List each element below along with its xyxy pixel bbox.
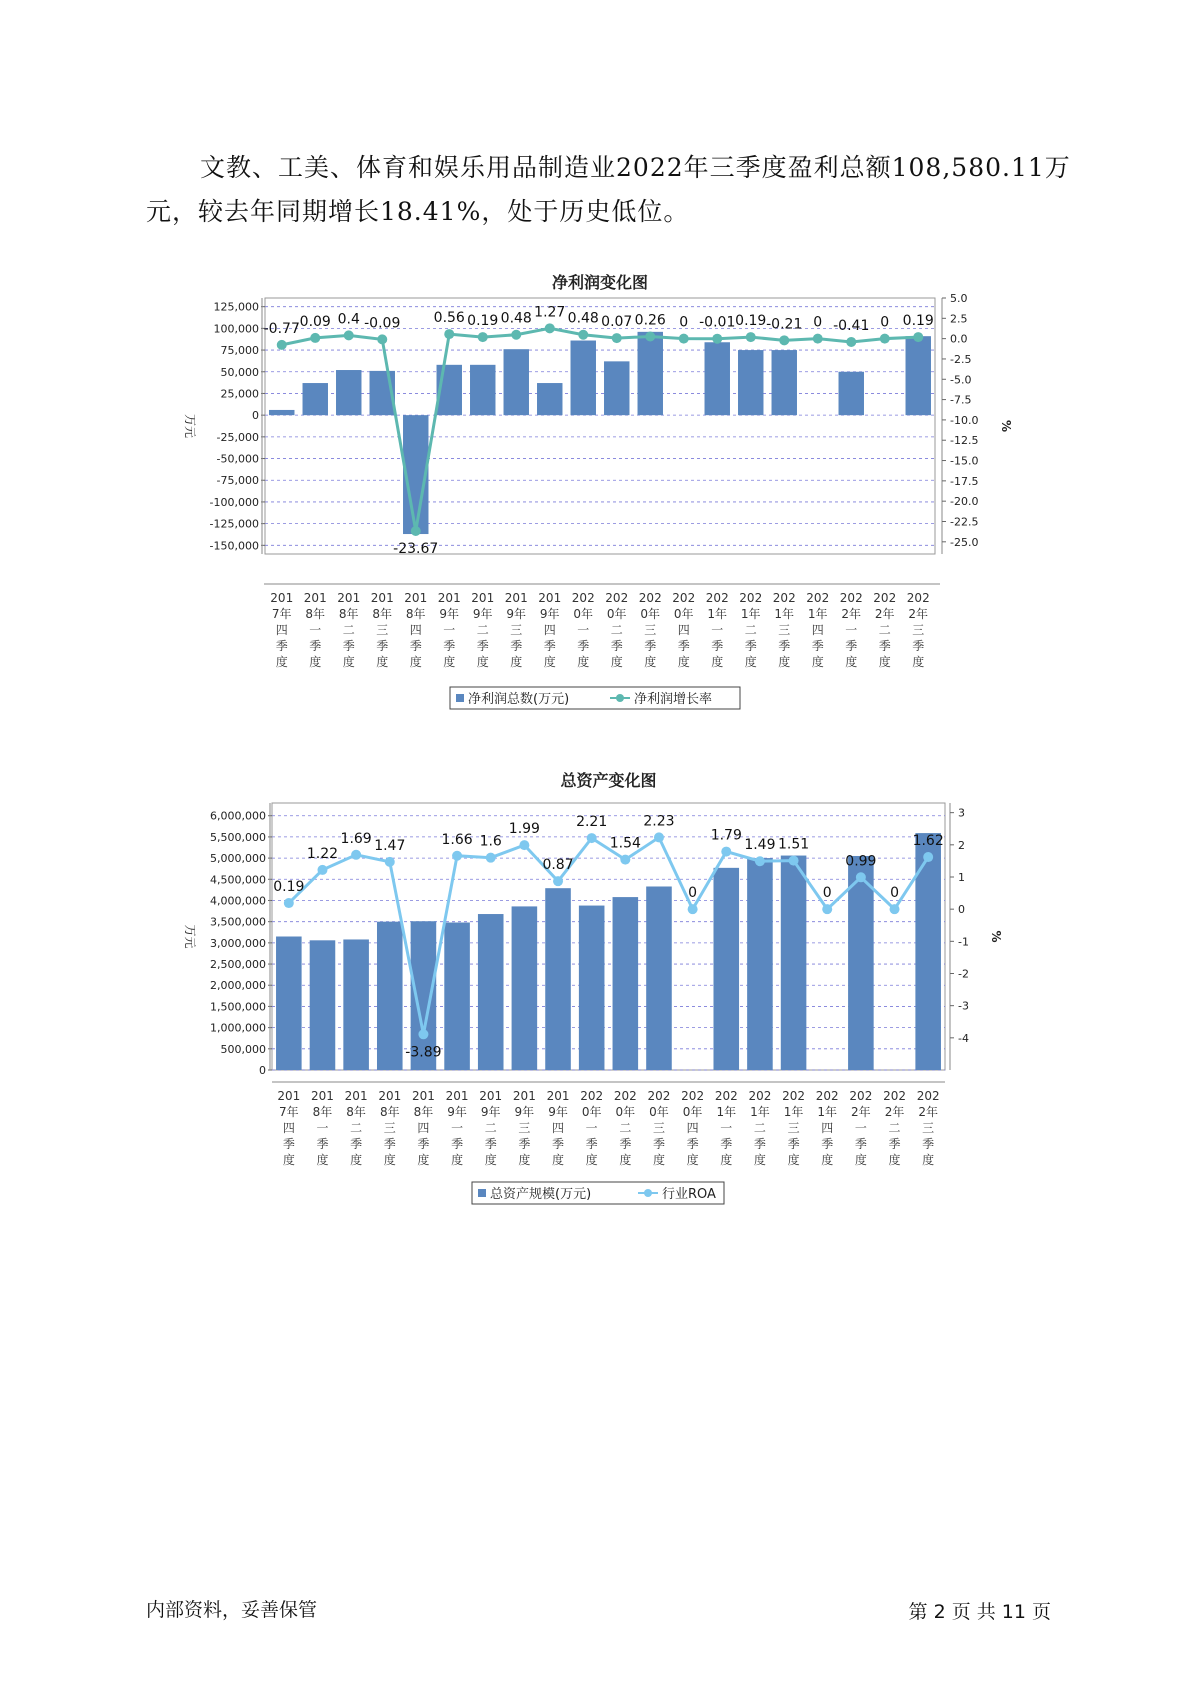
x-tick-label: 202 1年二季度 <box>739 591 763 669</box>
y-axis-label: 万元 <box>183 413 197 439</box>
line-point <box>317 865 327 875</box>
line-point <box>486 853 496 863</box>
legend <box>472 1182 724 1204</box>
data-label: 1.62 <box>912 833 944 850</box>
line-point <box>344 330 354 340</box>
y2-tick-label: -12.5 <box>950 434 979 448</box>
line-point <box>478 332 488 342</box>
line-point <box>411 526 421 536</box>
x-tick-label: 202 1年三季度 <box>782 1089 806 1167</box>
bar <box>848 856 874 1070</box>
bar <box>336 370 361 415</box>
plot-area <box>272 803 945 1070</box>
y2-tick-label: -2.5 <box>950 352 972 366</box>
bar <box>705 342 730 415</box>
data-label: -0.41 <box>833 317 870 334</box>
y2-tick-label: -5.0 <box>950 373 972 387</box>
data-label: 1.22 <box>306 845 339 862</box>
data-label: -0.09 <box>364 315 401 332</box>
x-tick-label: 201 9年二季度 <box>471 591 495 669</box>
x-tick-label: 201 9年四季度 <box>538 591 562 669</box>
data-label: 0 <box>688 885 698 902</box>
data-label: 0.19 <box>735 313 767 330</box>
data-label: 1.6 <box>479 833 502 850</box>
x-tick-label: 202 0年三季度 <box>647 1089 671 1167</box>
line-point <box>444 329 454 339</box>
line-point <box>712 334 722 344</box>
line-point <box>880 334 890 344</box>
x-tick-label: 202 0年一季度 <box>580 1089 604 1167</box>
y2-tick-label: -7.5 <box>950 393 972 407</box>
line-point <box>310 333 320 343</box>
data-label: 0 <box>822 885 832 902</box>
y2-tick-label: -15.0 <box>950 454 979 468</box>
data-label: 0.19 <box>902 313 934 330</box>
line-point <box>746 332 756 342</box>
summary-text: 文教、工美、体育和娱乐用品制造业2022年三季度盈利总额108,580.11万元，较去年同期增长18.41%，处于历史低位。 <box>146 153 1071 226</box>
x-tick-label: 201 8年四季度 <box>404 591 428 669</box>
bar <box>470 365 495 415</box>
line-point <box>789 856 799 866</box>
line-point <box>856 872 866 882</box>
line-point <box>351 850 361 860</box>
y2-axis-label: % <box>989 930 1003 943</box>
data-label: 0.48 <box>567 310 599 327</box>
y-tick-label: -25,000 <box>216 430 259 444</box>
footer-page-number: 第 2 页 共 11 页 <box>908 1601 1051 1623</box>
bar <box>738 350 763 415</box>
data-label: 0.4 <box>337 311 360 328</box>
bar <box>545 888 571 1070</box>
x-tick-label: 202 2年二季度 <box>873 591 897 669</box>
y2-tick-label: 1 <box>958 870 965 884</box>
data-label: 1.66 <box>441 831 473 848</box>
line-point <box>846 337 856 347</box>
y-tick-label: 100,000 <box>213 322 259 336</box>
line-point <box>452 851 462 861</box>
data-label: 1.69 <box>340 830 372 847</box>
y2-tick-label: 0 <box>958 903 965 917</box>
line-point <box>284 898 294 908</box>
data-label: 1.51 <box>777 836 810 853</box>
y-tick-label: 3,500,000 <box>210 915 266 929</box>
bar <box>504 349 529 415</box>
data-label: 0.19 <box>273 879 305 896</box>
y-tick-label: 5,500,000 <box>210 830 266 844</box>
line-point <box>688 904 698 914</box>
legend-line-marker <box>616 694 624 702</box>
y-tick-label: 4,000,000 <box>210 894 266 908</box>
line-point <box>755 856 765 866</box>
data-label: 1.99 <box>508 821 540 838</box>
data-label: 0.87 <box>542 857 574 874</box>
bar <box>747 858 773 1070</box>
legend <box>450 687 740 709</box>
line-point <box>587 833 597 843</box>
x-tick-label: 201 8年三季度 <box>378 1089 402 1167</box>
x-tick-label: 202 1年一季度 <box>714 1089 738 1167</box>
bar <box>537 383 562 415</box>
x-tick-label: 202 1年四季度 <box>806 591 830 669</box>
x-tick-label: 202 1年二季度 <box>748 1089 772 1167</box>
y-tick-label: -125,000 <box>209 517 259 531</box>
y-tick-label: 0 <box>252 409 259 423</box>
data-label: 0.09 <box>299 313 331 330</box>
x-tick-label: 202 0年四季度 <box>681 1089 705 1167</box>
data-label: 2.23 <box>643 813 675 830</box>
y2-tick-label: 3 <box>958 806 965 820</box>
line-point <box>779 335 789 345</box>
x-tick-label: 201 7年四季度 <box>277 1089 301 1167</box>
y2-tick-label: -3 <box>958 999 969 1013</box>
x-tick-label: 201 9年一季度 <box>445 1089 469 1167</box>
bar <box>571 341 596 416</box>
x-tick-label: 201 9年一季度 <box>437 591 461 669</box>
y2-tick-label: 0.0 <box>950 332 968 346</box>
legend-bar-swatch <box>478 1189 486 1197</box>
y2-tick-label: -1 <box>958 935 969 949</box>
x-tick-label: 201 9年二季度 <box>479 1089 503 1167</box>
bar <box>638 332 663 415</box>
data-label: -0.01 <box>699 314 736 331</box>
data-label: 1.47 <box>374 837 406 854</box>
data-label: 0.19 <box>467 313 499 330</box>
x-tick-label: 201 9年三季度 <box>512 1089 536 1167</box>
y-tick-label: 1,500,000 <box>210 1000 266 1014</box>
y-tick-label: 2,000,000 <box>210 979 266 993</box>
x-tick-label: 201 8年四季度 <box>411 1089 435 1167</box>
line-point <box>277 340 287 350</box>
bar <box>604 361 629 415</box>
data-label: 0 <box>880 314 890 331</box>
y2-tick-label: 2 <box>958 838 965 852</box>
x-tick-label: 202 0年四季度 <box>672 591 696 669</box>
x-tick-label: 201 8年三季度 <box>370 591 394 669</box>
data-label: 0.56 <box>433 310 465 327</box>
line-point <box>890 904 900 914</box>
line-point <box>822 904 832 914</box>
data-label: 0 <box>813 314 823 331</box>
bar <box>906 336 931 415</box>
y2-tick-label: 2.5 <box>950 312 968 326</box>
bar <box>579 906 605 1070</box>
y-tick-label: -75,000 <box>216 474 259 488</box>
x-tick-label: 202 0年三季度 <box>638 591 662 669</box>
bar <box>444 923 470 1070</box>
chart-title: 净利润变化图 <box>551 273 649 292</box>
bar <box>276 937 302 1071</box>
y-tick-label: 2,500,000 <box>210 958 266 972</box>
y-tick-label: 0 <box>259 1064 266 1077</box>
line-point <box>913 332 923 342</box>
x-tick-label: 201 9年三季度 <box>504 591 528 669</box>
legend-line-marker <box>644 1189 652 1197</box>
bar <box>613 897 639 1070</box>
y-tick-label: 50,000 <box>220 365 259 379</box>
y2-tick-label: -4 <box>958 1031 969 1045</box>
x-tick-label: 202 2年二季度 <box>883 1089 906 1167</box>
y-tick-label: 75,000 <box>220 344 259 358</box>
x-tick-label: 202 2年一季度 <box>839 591 863 669</box>
y2-tick-label: -22.5 <box>950 515 979 529</box>
y-tick-label: 6,000,000 <box>210 809 266 823</box>
bar <box>269 410 294 415</box>
bar <box>781 856 807 1070</box>
bar <box>377 922 403 1070</box>
line-point <box>578 330 588 340</box>
line-point <box>645 332 655 342</box>
net-profit-chart <box>0 262 1191 722</box>
summary-paragraph <box>146 146 1076 234</box>
x-tick-label: 202 2年三季度 <box>906 591 930 669</box>
bar <box>310 940 336 1070</box>
x-tick-label: 202 0年二季度 <box>613 1089 637 1167</box>
y-tick-label: 4,500,000 <box>210 873 266 887</box>
bar <box>478 914 504 1070</box>
bar <box>646 886 672 1070</box>
chart-title: 总资产变化图 <box>560 771 657 790</box>
data-label: -0.21 <box>766 316 803 333</box>
x-tick-label: 202 0年二季度 <box>605 591 629 669</box>
line-point <box>553 876 563 886</box>
line-point <box>418 1029 428 1039</box>
line-point <box>519 840 529 850</box>
y2-tick-label: 5.0 <box>950 292 968 305</box>
data-label: 1.54 <box>609 835 641 852</box>
data-label: 0 <box>679 314 689 331</box>
total-assets-chart-svg <box>0 760 1191 1210</box>
line-point <box>654 832 664 842</box>
legend-bar-label: 净利润总数(万元) <box>468 692 570 707</box>
data-label: 0.07 <box>601 314 633 331</box>
x-tick-label: 201 8年一季度 <box>311 1089 334 1167</box>
bar <box>713 868 739 1070</box>
data-label: -23.67 <box>393 541 439 558</box>
line-point <box>620 855 630 865</box>
line-point <box>545 323 555 333</box>
net-profit-chart-svg <box>0 262 1191 722</box>
data-label: 0.48 <box>500 310 532 327</box>
bar <box>303 383 328 415</box>
bar <box>772 350 797 415</box>
data-label: 2.21 <box>576 814 608 831</box>
total-assets-chart <box>0 760 1191 1210</box>
y-tick-label: 500,000 <box>220 1042 266 1056</box>
y-tick-label: 1,000,000 <box>210 1021 266 1035</box>
line-point <box>377 334 387 344</box>
y-tick-label: -150,000 <box>209 539 259 553</box>
line-point <box>385 857 395 867</box>
x-tick-label: 202 0年一季度 <box>571 591 595 669</box>
line-point <box>813 334 823 344</box>
legend-bar-label: 总资产规模(万元) <box>490 1187 592 1202</box>
data-label: 1.27 <box>534 304 566 321</box>
y2-tick-label: -2 <box>958 967 969 981</box>
data-label: -3.89 <box>405 1044 442 1061</box>
x-tick-label: 202 2年三季度 <box>916 1089 940 1167</box>
y2-tick-label: -20.0 <box>950 495 979 509</box>
data-label: 0.26 <box>634 312 666 329</box>
y-tick-label: 3,000,000 <box>210 936 266 950</box>
x-tick-label: 201 8年一季度 <box>303 591 327 669</box>
line-point <box>612 333 622 343</box>
line-point <box>511 330 521 340</box>
x-tick-label: 202 2年一季度 <box>849 1089 873 1167</box>
x-tick-label: 201 7年四季度 <box>270 591 294 669</box>
x-tick-label: 201 9年四季度 <box>546 1089 570 1167</box>
legend-bar-swatch <box>456 694 464 702</box>
y-tick-label: 5,000,000 <box>210 852 266 866</box>
data-label: 1.79 <box>710 827 742 844</box>
x-tick-label: 201 8年二季度 <box>337 591 361 669</box>
data-label: -0.77 <box>263 320 300 337</box>
data-label: 0 <box>890 885 899 902</box>
data-label: 0.99 <box>845 853 877 870</box>
legend-line-label: 行业ROA <box>662 1187 716 1202</box>
y2-tick-label: -17.5 <box>950 474 979 488</box>
y-axis-label: 万元 <box>183 924 197 949</box>
y2-tick-label: -25.0 <box>950 535 979 549</box>
bar <box>839 372 864 415</box>
y2-tick-label: -10.0 <box>950 413 979 427</box>
line-point <box>721 847 731 857</box>
y-tick-label: 25,000 <box>220 387 259 401</box>
y-tick-label: -50,000 <box>216 452 259 466</box>
x-tick-label: 202 1年一季度 <box>705 591 729 669</box>
x-tick-label: 201 8年二季度 <box>344 1089 368 1167</box>
data-label: 1.49 <box>744 837 776 854</box>
legend-line-label: 净利润增长率 <box>634 692 713 707</box>
y-tick-label: -100,000 <box>209 495 259 509</box>
footer-confidential: 内部资料，妥善保管 <box>146 1599 318 1621</box>
y2-axis-label: % <box>999 419 1013 433</box>
line-point <box>679 334 689 344</box>
line-point <box>923 852 933 862</box>
bar <box>343 939 369 1070</box>
y-tick-label: 125,000 <box>213 300 259 314</box>
x-tick-label: 202 1年三季度 <box>772 591 796 669</box>
bar <box>512 906 538 1070</box>
x-tick-label: 202 1年四季度 <box>815 1089 839 1167</box>
